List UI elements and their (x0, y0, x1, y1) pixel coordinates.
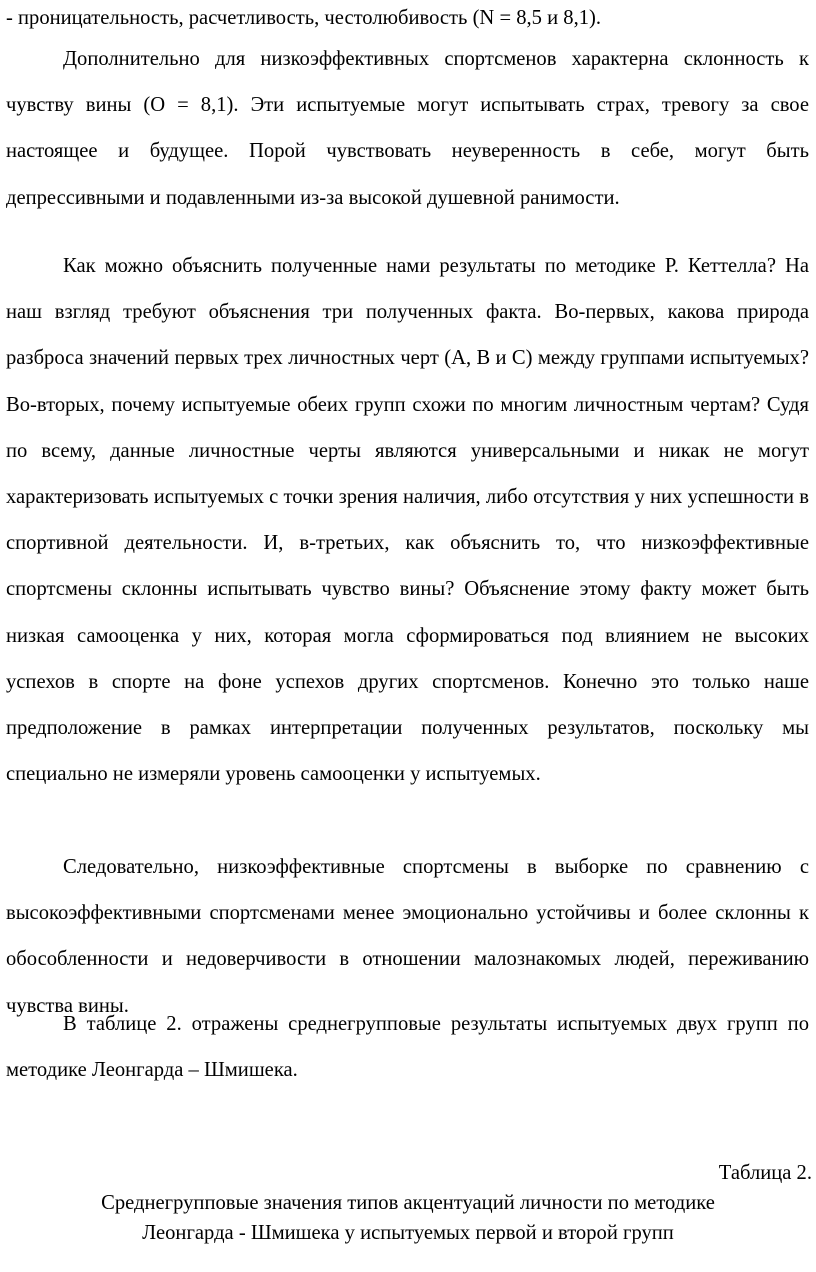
paragraph-cattell-explanation: Как можно объяснить полученные нами результаты по методике Р. Кеттелла? На наш взгляд требуют объяснения три полученных факта. Во-первых, какова природа разброса значений первых трех личностных черт (А, В и С) между группами испытуемых? Во-вторых, почему испытуемые обеих групп схожи по многим личностным чертам? Судя по всему, данные личностные черты являются универсальными и никак не могут характеризовать испытуемых с точки зрения наличия, либо отсутствия у них успешности в спортивной деятельности. И, в-третьих, как объяснить то, что низкоэффективные спортсмены склонны испытывать чувство вины? Объяснение этому факту может быть низкая самооценка у них, которая могла сформироваться под влиянием не высоких успехов в спорте на фоне успехов других спортсменов. Конечно это только наше предположение в рамках интерпретации полученных результатов, поскольку мы специально не измеряли уровень самооценки у испытуемых. (6, 255, 809, 786)
table-title (0, 1188, 816, 1248)
table-title-line-2: Леонгарда - Шмишека у испытуемых первой и второй групп (142, 1222, 674, 1244)
paragraph-guilt: Дополнительно для низкоэффективных спортсменов характерна склонность к чувству вины (О = 8,1). Эти испытуемые могут испытывать страх, тревогу за свое настоящее и будущее. Порой чувствовать неуверенность в себе, могут быть депрессивными и подавленными из-за высокой душевной ранимости. (6, 48, 809, 209)
table-title-line-1: Среднегрупповые значения типов акцентуаций личности по методике (101, 1192, 715, 1214)
paragraph-conclusion: Следовательно, низкоэффективные спортсмены в выборке по сравнению с высокоэффективными спортсменами менее эмоционально устойчивы и более склонны к обособленности и недоверчивости в отношении малознакомых людей, переживанию чувства вины. (6, 856, 809, 1017)
paragraph-table-intro: В таблице 2. отражены среднегрупповые результаты испытуемых двух групп по методике Леонгарда – Шмишека. (6, 1013, 809, 1082)
paragraph-list-item: - проницательность, расчетливость, честолюбивость (N = 8,5 и 8,1). (6, 7, 602, 29)
table-label: Таблица 2. (718, 1162, 812, 1184)
